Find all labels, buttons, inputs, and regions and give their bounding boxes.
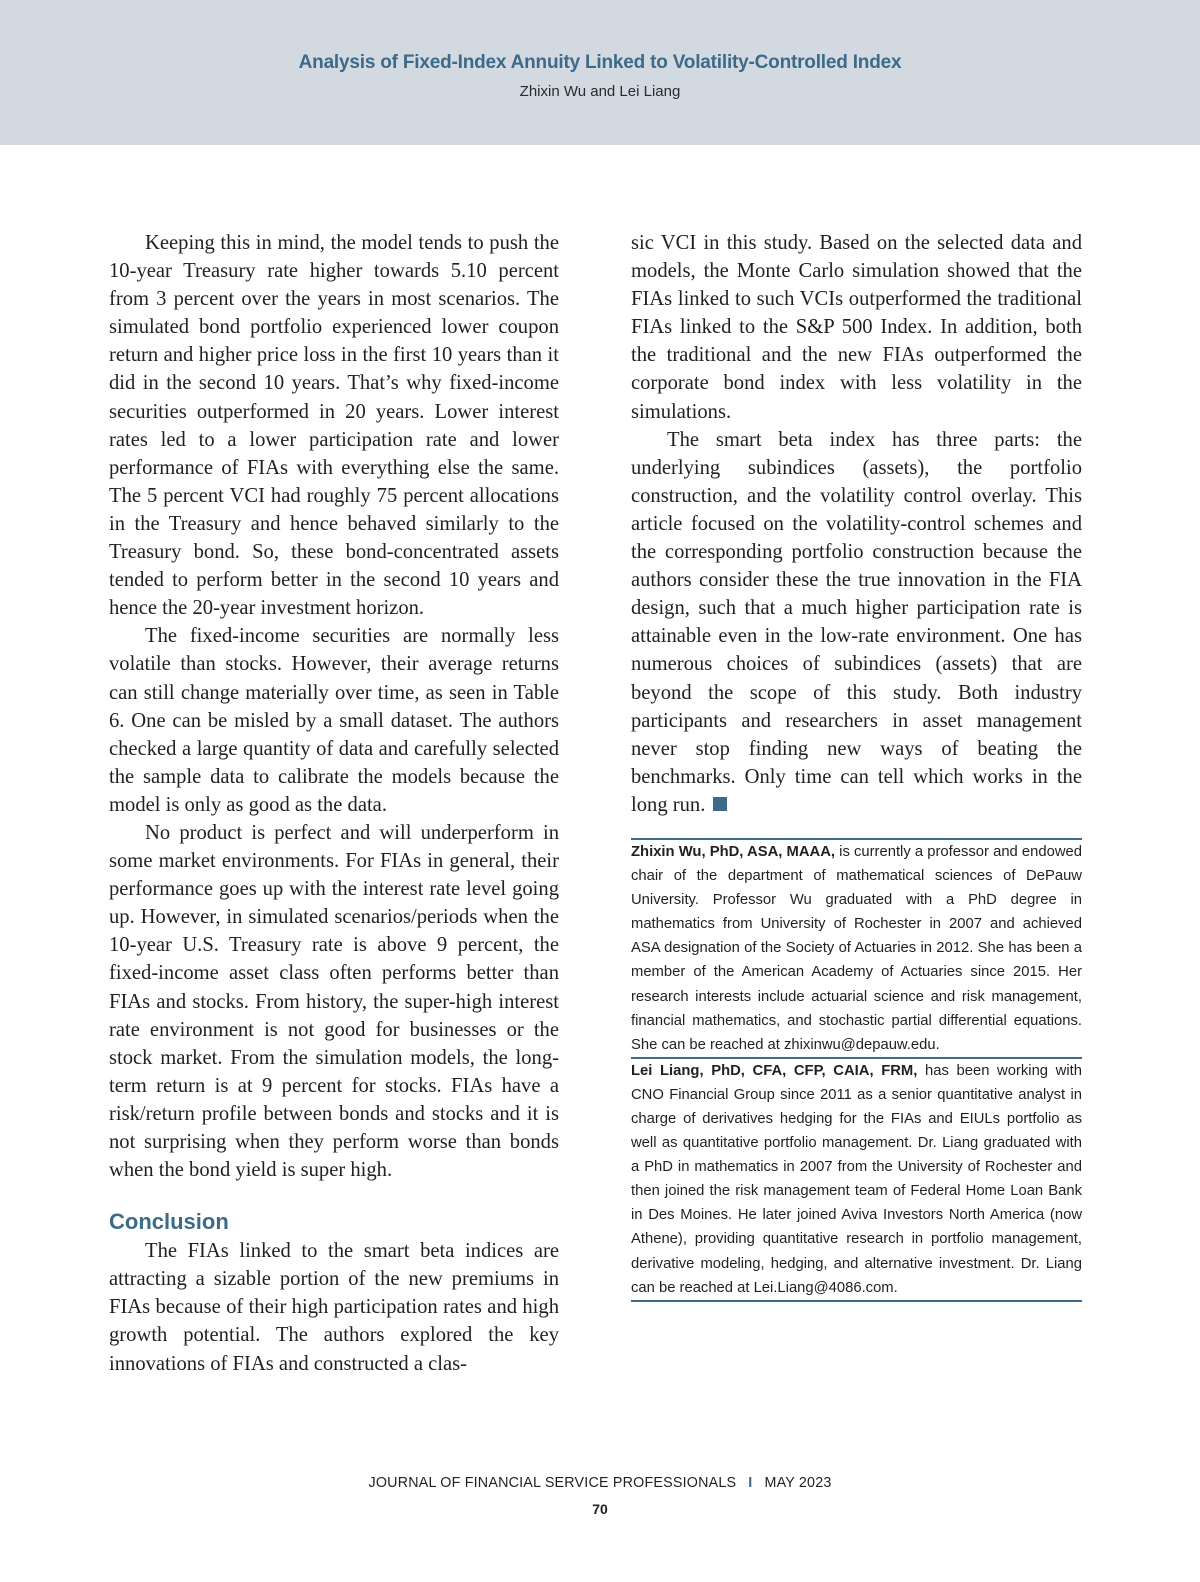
end-of-article-mark — [713, 797, 727, 811]
article-authors: Zhixin Wu and Lei Liang — [519, 83, 681, 100]
author-bio-name: Zhixin Wu, PhD, ASA, MAAA, — [631, 843, 836, 860]
footer-journal-name: JOURNAL OF FINANCIAL SERVICE PROFESSIONALS — [368, 1475, 737, 1491]
author-bio-text: is currently a professor and endowed chair of the department of mathematical sciences of DePauw University. Professor Wu graduated with a PhD degree in mathematics from University of Rochester in 2007 and achieved ASA designation of the Society of Actuaries in 2012. She has been a member of the American Academy of Actuaries since 2015. Her research interests include actuarial science and risk management, financial mathematics, and stochastic partial differential equations. She can be reached at zhixinwu@depauw.edu. — [631, 843, 1082, 1053]
body-paragraph: No product is perfect and will underperform in some market environments. For FIAs in general, their performance goes up with the interest rate level going up. However, in simulated scenarios/periods when the 10-year U.S. Treasury rate is above 9 percent, the fixed-income asset class often performs better than FIAs and stocks. From history, the super-high interest rate environment is not good for businesses or the stock market. From the simulation models, the long-term return is at 9 percent for stocks. FIAs have a risk/return profile between bonds and stocks and it is not surprising when they perform worse than bonds when the bond yield is super high. — [109, 821, 559, 1182]
page-number: 70 — [592, 1501, 608, 1517]
author-bio-text: has been working with CNO Financial Group since 2011 as a senior quantitative analyst in charge of derivatives hedging for the FIAs and EIULs portfolio as well as quantitative portfolio management. Dr. Liang graduated with a PhD in mathematics in 2007 from the University of Rochester and then joined the risk management team of Federal Home Loan Bank in Des Moines. He later joined Aviva Investors North America (now Athene), providing quantitative research in portfolio management, derivative modeling, hedging, and alternative investment. Dr. Liang can be reached at Lei.Liang@4086.com. — [631, 1062, 1082, 1296]
left-column — [109, 229, 559, 1378]
conclusion-heading: Conclusion — [109, 1209, 229, 1235]
body-paragraph: Keeping this in mind, the model tends to push the 10-year Treasury rate higher towards 5.10 percent from 3 percent over the years in most scenarios. The simulated bond portfolio experienced lower coupon return and higher price loss in the first 10 years than it did in the second 10 years. That’s why fixed-income securities outperformed in 20 years. Lower interest rates led to a lower participation rate and lower performance of FIAs with everything else the same. The 5 percent VCI had roughly 75 percent allocations in the Treasury and hence behaved similarly to the Treasury bond. So, these bond-concentrated assets tended to perform better in the second 10 years and hence the 20-year investment horizon. — [109, 232, 559, 620]
footer-separator: I — [748, 1475, 753, 1491]
article-title: Analysis of Fixed-Index Annuity Linked to Volatility-Controlled Index — [298, 52, 902, 73]
body-paragraph-final — [631, 426, 1082, 819]
header-band — [0, 0, 1200, 145]
author-bio-name: Lei Liang, PhD, CFA, CFP, CAIA, FRM, — [631, 1062, 918, 1079]
body-paragraph: sic VCI in this study. Based on the selected data and models, the Monte Carlo simulation showed that the FIAs linked to such VCIs outperformed the traditional FIAs linked to the S&P 500 Index. In addition, both the traditional and the new FIAs outperformed the corporate bond index with less volatility in the simulations. — [631, 232, 1082, 423]
bio-divider — [631, 1300, 1082, 1302]
conclusion-paragraph: The FIAs linked to the smart beta indices are attracting a sizable portion of the new premiums in FIAs because of their high participation rates and high growth potential. The authors explored the key innovations of FIAs and constructed a clas- — [109, 1240, 559, 1375]
body-paragraph: The fixed-income securities are normally less volatile than stocks. However, their average returns can still change materially over time, as seen in Table 6. One can be misled by a small dataset. The authors checked a large quantity of data and carefully selected the sample data to calibrate the models because the model is only as good as the data. — [109, 625, 559, 816]
right-column — [631, 229, 1082, 1302]
final-paragraph-text: The smart beta index has three parts: the underlying subindices (assets), the portfolio construction, and the volatility control overlay. This article focused on the volatility-control schemes and the corresponding portfolio construction because the authors consider these the true innovation in the FIA design, such that a much higher participation rate is attainable even in the low-rate environment. One has numerous choices of subindices (assets) that are beyond the scope of this study. Both industry participants and researchers in asset management never stop finding new ways of beating the benchmarks. Only time can tell which works in the long run. — [631, 428, 1082, 816]
author-bio-wu — [631, 840, 1082, 1057]
author-bio-liang — [631, 1059, 1082, 1300]
footer-date: MAY 2023 — [764, 1475, 832, 1491]
footer-journal-line — [0, 1475, 1200, 1491]
